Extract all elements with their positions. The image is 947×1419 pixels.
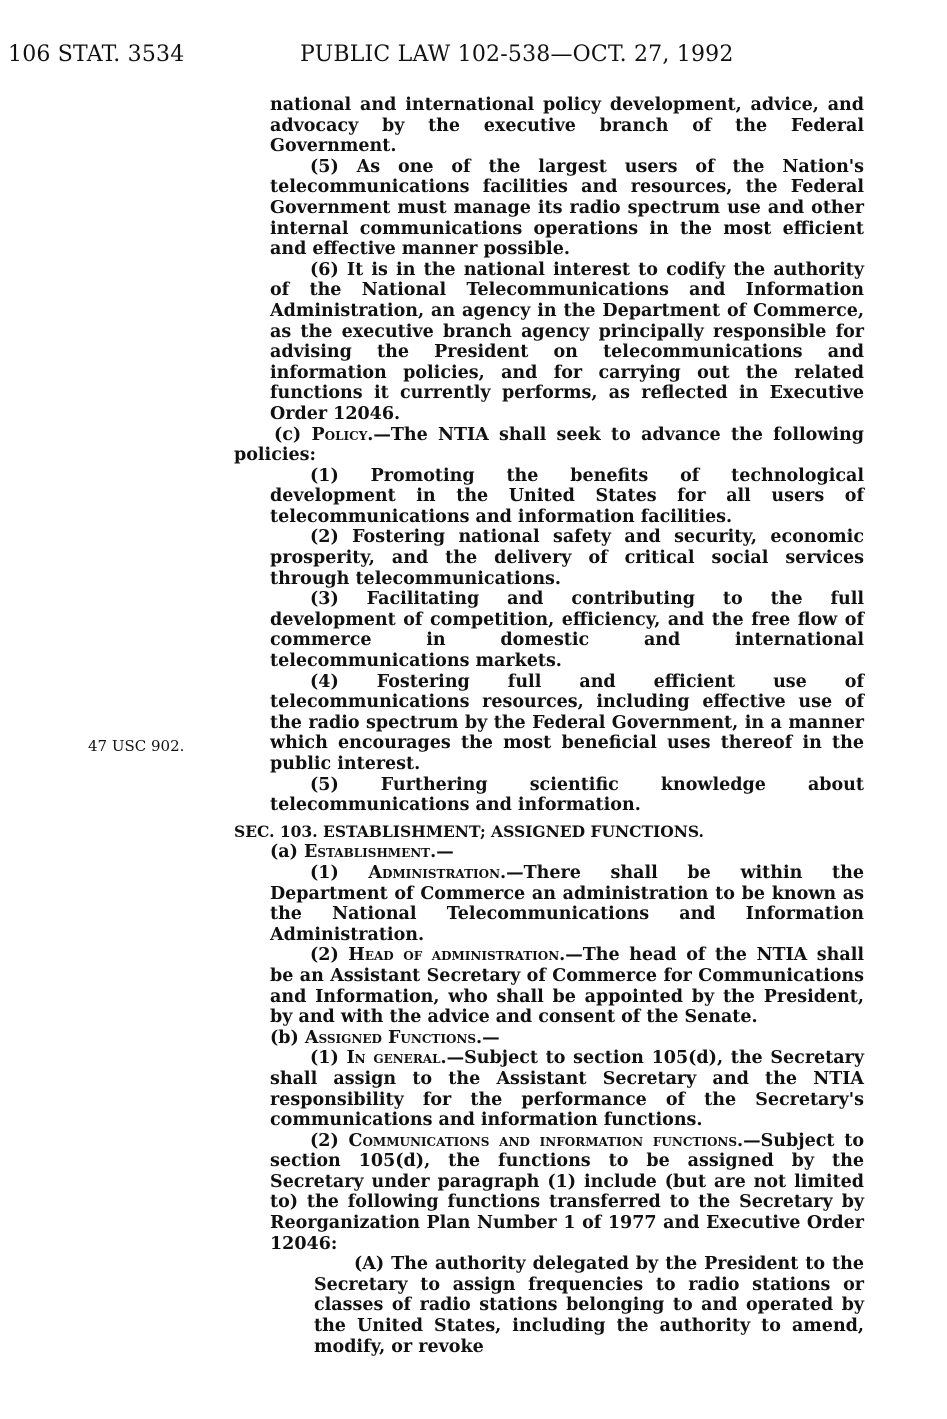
subsection-c-text: —The NTIA shall seek to advance the following policies: [234, 424, 864, 466]
paragraph-a1-text: —There shall be within the Department of Commerce an administration to be known as the National Telecommunications and Information Administration. [270, 862, 864, 945]
paragraph-b1-label: (1) [310, 1048, 347, 1069]
subsection-c-label: (c) [274, 424, 312, 445]
paragraph-b2-label: (2) [310, 1130, 349, 1151]
page-header-title: PUBLIC LAW 102-538—OCT. 27, 1992 [300, 42, 734, 67]
paragraph-a1 [234, 863, 864, 945]
subsection-b [234, 1028, 864, 1049]
finding-6: (6) It is in the national interest to codify the authority of the National Telecommunications and Information Administration, an agency in the Department of Commerce, as the executive branch agency principally responsible for advising the President on telecommunications and information policies, and for carrying out the related functions it currently performs, as reflected in Executive Order 12046. [270, 259, 864, 424]
subsection-a-label: (a) [270, 842, 304, 863]
policy-2: (2) Fostering national safety and security, economic prosperity, and the delivery of critical social services through telecommunications. [270, 527, 864, 589]
paragraph-a2-heading: Head of administration. [348, 945, 566, 966]
paragraph-a2 [234, 945, 864, 1027]
paragraph-a1-label: (1) [310, 862, 369, 883]
subsection-a-dash: — [436, 842, 454, 863]
paragraph-a2-label: (2) [310, 945, 349, 966]
paragraph-a2-text: —The head of the NTIA shall be an Assistant Secretary of Commerce for Communications and Information, who shall be appointed by the President, by and with the advice and consent of the Senate. [270, 945, 864, 1028]
paragraph-b1 [234, 1048, 864, 1130]
subsection-b-heading: Assigned Functions. [304, 1027, 483, 1048]
paragraph-b2 [234, 1131, 864, 1255]
subparagraph-A: (A) The authority delegated by the President to the Secretary to assign frequencies to radio stations or classes of radio stations belonging to and operated by the United States, including the authority to amend, modify, or revoke [314, 1254, 864, 1357]
subsection-b-label: (b) [270, 1027, 305, 1048]
policy-3: (3) Facilitating and contributing to the full development of competition, efficiency, and the free flow of commerce in domestic and international telecommunications markets. [270, 589, 864, 672]
paragraph-b2-text: —Subject to section 105(d), the functions to be assigned by the Secretary under paragraph (1) include (but are not limited to) the following functions transferred to the Secretary by Reorganization Plan Number 1 of 1977 and Executive Order 12046: [270, 1130, 865, 1254]
paragraph-continuation: national and international policy development, advice, and advocacy by the executive branch of the Federal Government. [270, 95, 864, 157]
subsection-a-heading: Establishment. [304, 842, 437, 863]
paragraph-b1-text: —Subject to section 105(d), the Secretary shall assign to the Assistant Secretary and the NTIA responsibility for the performance of the Secretary's communications and information functions. [270, 1048, 864, 1131]
margin-citation: 47 USC 902. [88, 737, 185, 755]
statute-body [234, 95, 864, 1357]
subsection-b-dash: — [482, 1027, 500, 1048]
paragraph-a1-heading: Administration. [368, 862, 507, 883]
section-heading: SEC. 103. ESTABLISHMENT; ASSIGNED FUNCTIONS. [234, 821, 704, 841]
policy-5: (5) Furthering scientific knowledge about telecommunications and information. [270, 774, 864, 816]
finding-5: (5) As one of the largest users of the Nation's telecommunications facilities and resources, the Federal Government must manage its radio spectrum use and other internal communications operations in the most efficient and effective manner possible. [270, 156, 864, 260]
policy-4: (4) Fostering full and efficient use of telecommunications resources, including effective use of the radio spectrum by the Federal Government, in a manner which encourages the most beneficial uses thereof in the public interest. [270, 671, 864, 774]
paragraph-b2-heading: Communications and information functions. [348, 1130, 744, 1151]
paragraph-b1-heading: In general. [346, 1048, 447, 1069]
subsection-c-heading: Policy. [311, 424, 374, 445]
subsection-a [234, 842, 864, 863]
page-stat-reference: 106 STAT. 3534 [8, 42, 185, 67]
subsection-c [234, 425, 864, 466]
policy-1: (1) Promoting the benefits of technological development in the United States for all users of telecommunications and information facilities. [270, 465, 864, 527]
